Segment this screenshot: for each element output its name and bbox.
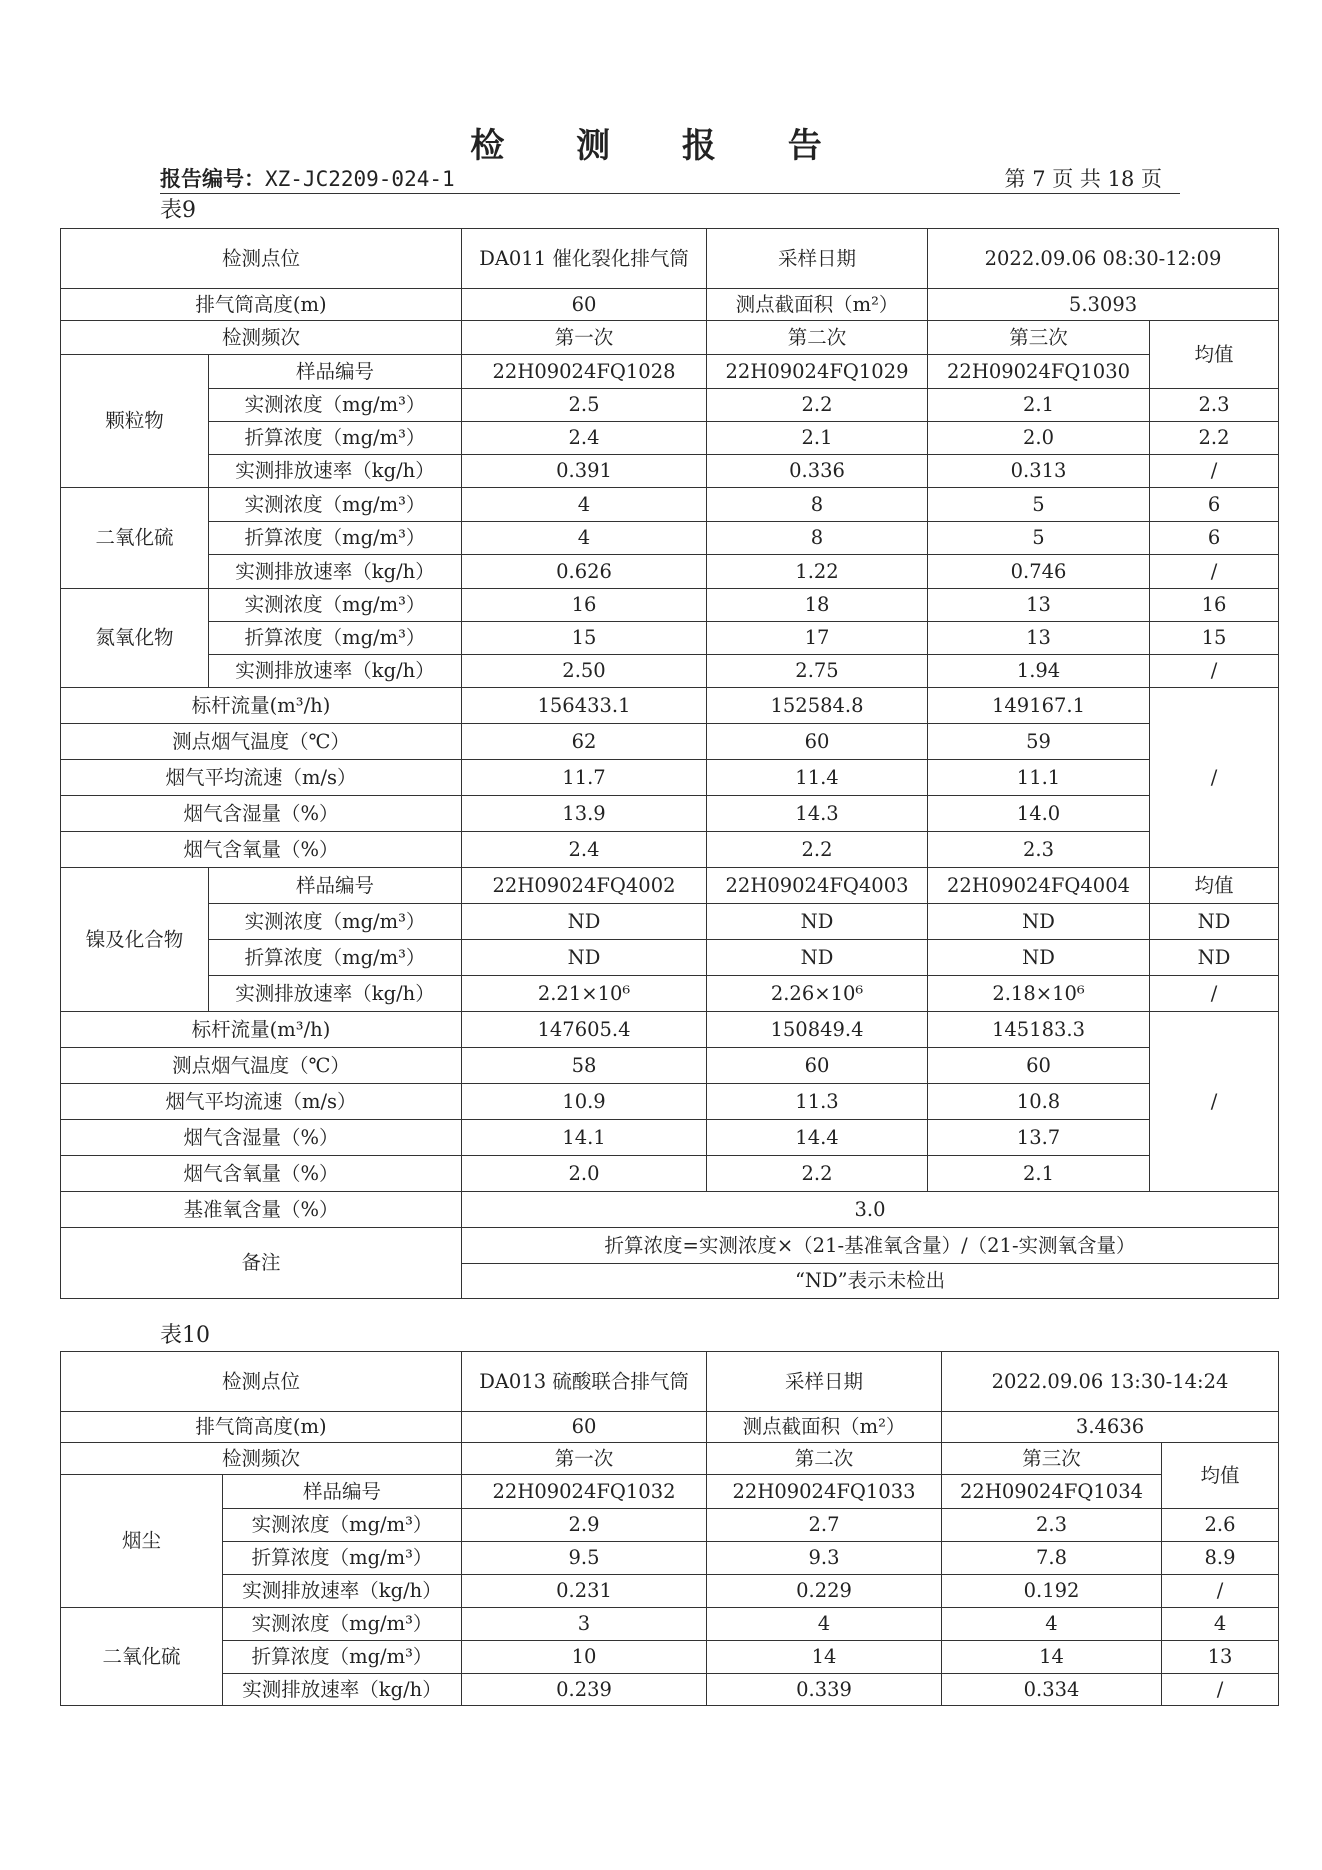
t9-rate-label: 实测排放速率（kg/h） [209,455,462,488]
t9-particulate-label: 颗粒物 [61,355,209,488]
t9-cell: 147605.4 [462,1012,707,1048]
document-title: 检 测 报 告 [470,126,852,166]
t9-so2-label: 二氧化硫 [61,488,209,589]
t9-cell: 0.336 [707,455,928,488]
t10-cell: 2.3 [942,1509,1162,1542]
t9-cell: 152584.8 [707,688,928,724]
t9-cell: / [1150,455,1279,488]
t10-cell: / [1162,1674,1279,1706]
t9-point-value: DA011 催化裂化排气筒 [462,229,707,289]
t9-cell: / [1150,655,1279,688]
t9-run-1: 第一次 [462,321,707,355]
t9-area-label: 测点截面积（m²） [707,289,928,321]
t9-cell: 13 [928,589,1150,622]
t10-height-value: 60 [462,1412,707,1443]
t9-converted-label: 折算浓度（mg/m³） [209,940,462,976]
t9-cell: 2.2 [707,1156,928,1192]
t9-base-oxygen-label: 基准氧含量（%） [61,1192,462,1228]
t9-cell: 2.3 [1150,389,1279,422]
t9-cell: 16 [462,589,707,622]
t9-cell: 2.1 [928,1156,1150,1192]
t9-sample-id: 22H09024FQ1030 [928,355,1150,389]
t9-remark-formula: 折算浓度=实测浓度×（21-基准氧含量）/（21-实测氧含量） [462,1228,1279,1264]
t10-sample-id: 22H09024FQ1033 [707,1475,942,1509]
t9-oxygen-label: 烟气含氧量（%） [61,1156,462,1192]
t9-run-3: 第三次 [928,321,1150,355]
t9-moisture-label: 烟气含湿量（%） [61,1120,462,1156]
t9-sample-id: 22H09024FQ4004 [928,868,1150,904]
t9-cell: 14.1 [462,1120,707,1156]
t10-sample-id: 22H09024FQ1034 [942,1475,1162,1509]
t10-rate-label: 实测排放速率（kg/h） [223,1575,462,1608]
t9-temp-label: 测点烟气温度（℃） [61,724,462,760]
t9-cell: ND [1150,940,1279,976]
report-number [160,163,455,193]
t9-cell: 2.75 [707,655,928,688]
t10-cell: 0.229 [707,1575,942,1608]
t9-speed-label: 烟气平均流速（m/s） [61,760,462,796]
t9-cell: 2.0 [462,1156,707,1192]
t10-measured-label: 实测浓度（mg/m³） [223,1608,462,1641]
t9-cell: 0.391 [462,455,707,488]
t10-point-value: DA013 硫酸联合排气筒 [462,1352,707,1412]
t9-cell: 2.50 [462,655,707,688]
t9-cell: 11.4 [707,760,928,796]
t10-height-label: 排气筒高度(m) [61,1412,462,1443]
t9-cell: 2.26×10⁶ [707,976,928,1012]
t9-cell: 2.18×10⁶ [928,976,1150,1012]
t10-cell: 14 [707,1641,942,1674]
t10-freq-label: 检测频次 [61,1443,462,1475]
t9-cell: 18 [707,589,928,622]
t10-cell: 9.5 [462,1542,707,1575]
t9-cell: 0.746 [928,555,1150,589]
t9-measured-label: 实测浓度（mg/m³） [209,389,462,422]
t9-moisture-label: 烟气含湿量（%） [61,796,462,832]
t9-remark-label: 备注 [61,1228,462,1299]
t9-cell: 149167.1 [928,688,1150,724]
t10-cell: 2.9 [462,1509,707,1542]
t9-height-label: 排气筒高度(m) [61,289,462,321]
t9-cell: 11.3 [707,1084,928,1120]
t10-cell: 0.239 [462,1674,707,1706]
t10-sample-label: 样品编号 [223,1475,462,1509]
t10-cell: 4 [942,1608,1162,1641]
t9-date-label: 采样日期 [707,229,928,289]
t9-cell: 2.1 [928,389,1150,422]
t10-cell: 9.3 [707,1542,942,1575]
t9-cell: 156433.1 [462,688,707,724]
table-10 [60,1351,1279,1706]
t9-cell: 13.7 [928,1120,1150,1156]
t9-cell: 0.313 [928,455,1150,488]
t9-cell: 14.0 [928,796,1150,832]
t9-sample-id: 22H09024FQ4003 [707,868,928,904]
t9-cell: / [1150,688,1279,868]
t9-flow-label: 标杆流量(m³/h) [61,688,462,724]
t9-temp-label: 测点烟气温度（℃） [61,1048,462,1084]
t9-converted-label: 折算浓度（mg/m³） [209,422,462,455]
t9-cell: 15 [462,622,707,655]
t10-area-value: 3.4636 [942,1412,1279,1443]
t9-cell: ND [707,904,928,940]
t10-so2-label: 二氧化硫 [61,1608,223,1706]
t10-avg-label: 均值 [1162,1443,1279,1509]
t9-cell: 2.21×10⁶ [462,976,707,1012]
t9-sample-label: 样品编号 [209,868,462,904]
t10-cell: 0.192 [942,1575,1162,1608]
t9-nox-label: 氮氧化物 [61,589,209,688]
t9-cell: ND [707,940,928,976]
t9-base-oxygen-value: 3.0 [462,1192,1279,1228]
t9-cell: 2.2 [707,832,928,868]
t10-cell: 0.334 [942,1674,1162,1706]
t10-cell: 10 [462,1641,707,1674]
t9-measured-label: 实测浓度（mg/m³） [209,589,462,622]
t9-cell: 10.9 [462,1084,707,1120]
t10-run-3: 第三次 [942,1443,1162,1475]
t9-nickel-label: 镍及化合物 [61,868,209,1012]
t10-run-1: 第一次 [462,1443,707,1475]
t9-cell: / [1150,555,1279,589]
t10-cell: 2.6 [1162,1509,1279,1542]
t9-cell: 8 [707,522,928,555]
t9-flow-label: 标杆流量(m³/h) [61,1012,462,1048]
t10-cell: / [1162,1575,1279,1608]
t10-cell: 0.339 [707,1674,942,1706]
t9-cell: 2.3 [928,832,1150,868]
t10-area-label: 测点截面积（m²） [707,1412,942,1443]
t9-cell: 13.9 [462,796,707,832]
t9-cell: 11.1 [928,760,1150,796]
t10-converted-label: 折算浓度（mg/m³） [223,1641,462,1674]
t9-height-value: 60 [462,289,707,321]
t9-cell: 150849.4 [707,1012,928,1048]
t9-cell: 60 [928,1048,1150,1084]
t10-run-2: 第二次 [707,1443,942,1475]
t9-rate-label: 实测排放速率（kg/h） [209,976,462,1012]
t9-cell: 58 [462,1048,707,1084]
t10-cell: 0.231 [462,1575,707,1608]
t10-cell: 3 [462,1608,707,1641]
t9-cell: ND [928,904,1150,940]
t10-cell: 14 [942,1641,1162,1674]
t9-cell: 5 [928,522,1150,555]
t9-sample-label: 样品编号 [209,355,462,389]
t9-cell: 8 [707,488,928,522]
t9-cell: 16 [1150,589,1279,622]
t9-rate-label: 实测排放速率（kg/h） [209,655,462,688]
t9-speed-label: 烟气平均流速（m/s） [61,1084,462,1120]
t9-cell: 62 [462,724,707,760]
t9-cell: 60 [707,1048,928,1084]
t10-cell: 8.9 [1162,1542,1279,1575]
t9-cell: 2.5 [462,389,707,422]
t9-cell: 2.4 [462,422,707,455]
t9-sample-id: 22H09024FQ1028 [462,355,707,389]
t10-cell: 4 [707,1608,942,1641]
t9-cell: 14.3 [707,796,928,832]
t9-date-value: 2022.09.06 08:30-12:09 [928,229,1279,289]
t9-converted-label: 折算浓度（mg/m³） [209,522,462,555]
table-9-caption: 表9 [160,198,196,223]
table-10-caption: 表10 [160,1323,210,1348]
t9-cell: 5 [928,488,1150,522]
table-9 [60,228,1279,1299]
t9-cell: / [1150,1012,1279,1192]
t9-cell: 2.2 [707,389,928,422]
t9-point-label: 检测点位 [61,229,462,289]
t9-freq-label: 检测频次 [61,321,462,355]
t10-cell: 7.8 [942,1542,1162,1575]
t9-cell: 2.4 [462,832,707,868]
t9-measured-label: 实测浓度（mg/m³） [209,488,462,522]
t9-cell: 4 [462,522,707,555]
report-number-value: XZ-JC2209-024-1 [265,167,455,191]
page-info: 第 7 页 共 18 页 [1004,167,1162,191]
t9-cell: 6 [1150,488,1279,522]
t9-area-value: 5.3093 [928,289,1279,321]
t9-cell: / [1150,976,1279,1012]
t9-cell: 11.7 [462,760,707,796]
t10-measured-label: 实测浓度（mg/m³） [223,1509,462,1542]
t9-rate-label: 实测排放速率（kg/h） [209,555,462,589]
report-header [160,163,1180,194]
t10-cell: 13 [1162,1641,1279,1674]
t10-cell: 4 [1162,1608,1279,1641]
t9-avg-label: 均值 [1150,321,1279,389]
t9-cell: 4 [462,488,707,522]
t9-cell: 1.22 [707,555,928,589]
t10-point-label: 检测点位 [61,1352,462,1412]
t10-converted-label: 折算浓度（mg/m³） [223,1542,462,1575]
t9-cell: 17 [707,622,928,655]
t9-cell: ND [462,904,707,940]
t9-cell: 145183.3 [928,1012,1150,1048]
t9-cell: ND [462,940,707,976]
t9-cell: 10.8 [928,1084,1150,1120]
t10-date-label: 采样日期 [707,1352,942,1412]
t10-rate-label: 实测排放速率（kg/h） [223,1674,462,1706]
t9-cell: ND [928,940,1150,976]
t9-cell: 2.0 [928,422,1150,455]
report-number-label: 报告编号： [160,166,265,191]
t9-sample-id: 22H09024FQ1029 [707,355,928,389]
t9-cell: 6 [1150,522,1279,555]
t9-cell: 1.94 [928,655,1150,688]
t9-cell: 0.626 [462,555,707,589]
t9-remark-nd: “ND”表示未检出 [462,1264,1279,1299]
t9-run-2: 第二次 [707,321,928,355]
t9-sample-id: 22H09024FQ4002 [462,868,707,904]
t10-sample-id: 22H09024FQ1032 [462,1475,707,1509]
t9-cell: 14.4 [707,1120,928,1156]
t10-date-value: 2022.09.06 13:30-14:24 [942,1352,1279,1412]
t9-cell: 13 [928,622,1150,655]
t9-avg-label: 均值 [1150,868,1279,904]
t9-cell: 59 [928,724,1150,760]
t10-dust-label: 烟尘 [61,1475,223,1608]
t9-cell: 2.1 [707,422,928,455]
t10-cell: 2.7 [707,1509,942,1542]
t9-measured-label: 实测浓度（mg/m³） [209,904,462,940]
t9-oxygen-label: 烟气含氧量（%） [61,832,462,868]
t9-converted-label: 折算浓度（mg/m³） [209,622,462,655]
t9-cell: 60 [707,724,928,760]
t9-cell: ND [1150,904,1279,940]
t9-cell: 2.2 [1150,422,1279,455]
t9-cell: 15 [1150,622,1279,655]
